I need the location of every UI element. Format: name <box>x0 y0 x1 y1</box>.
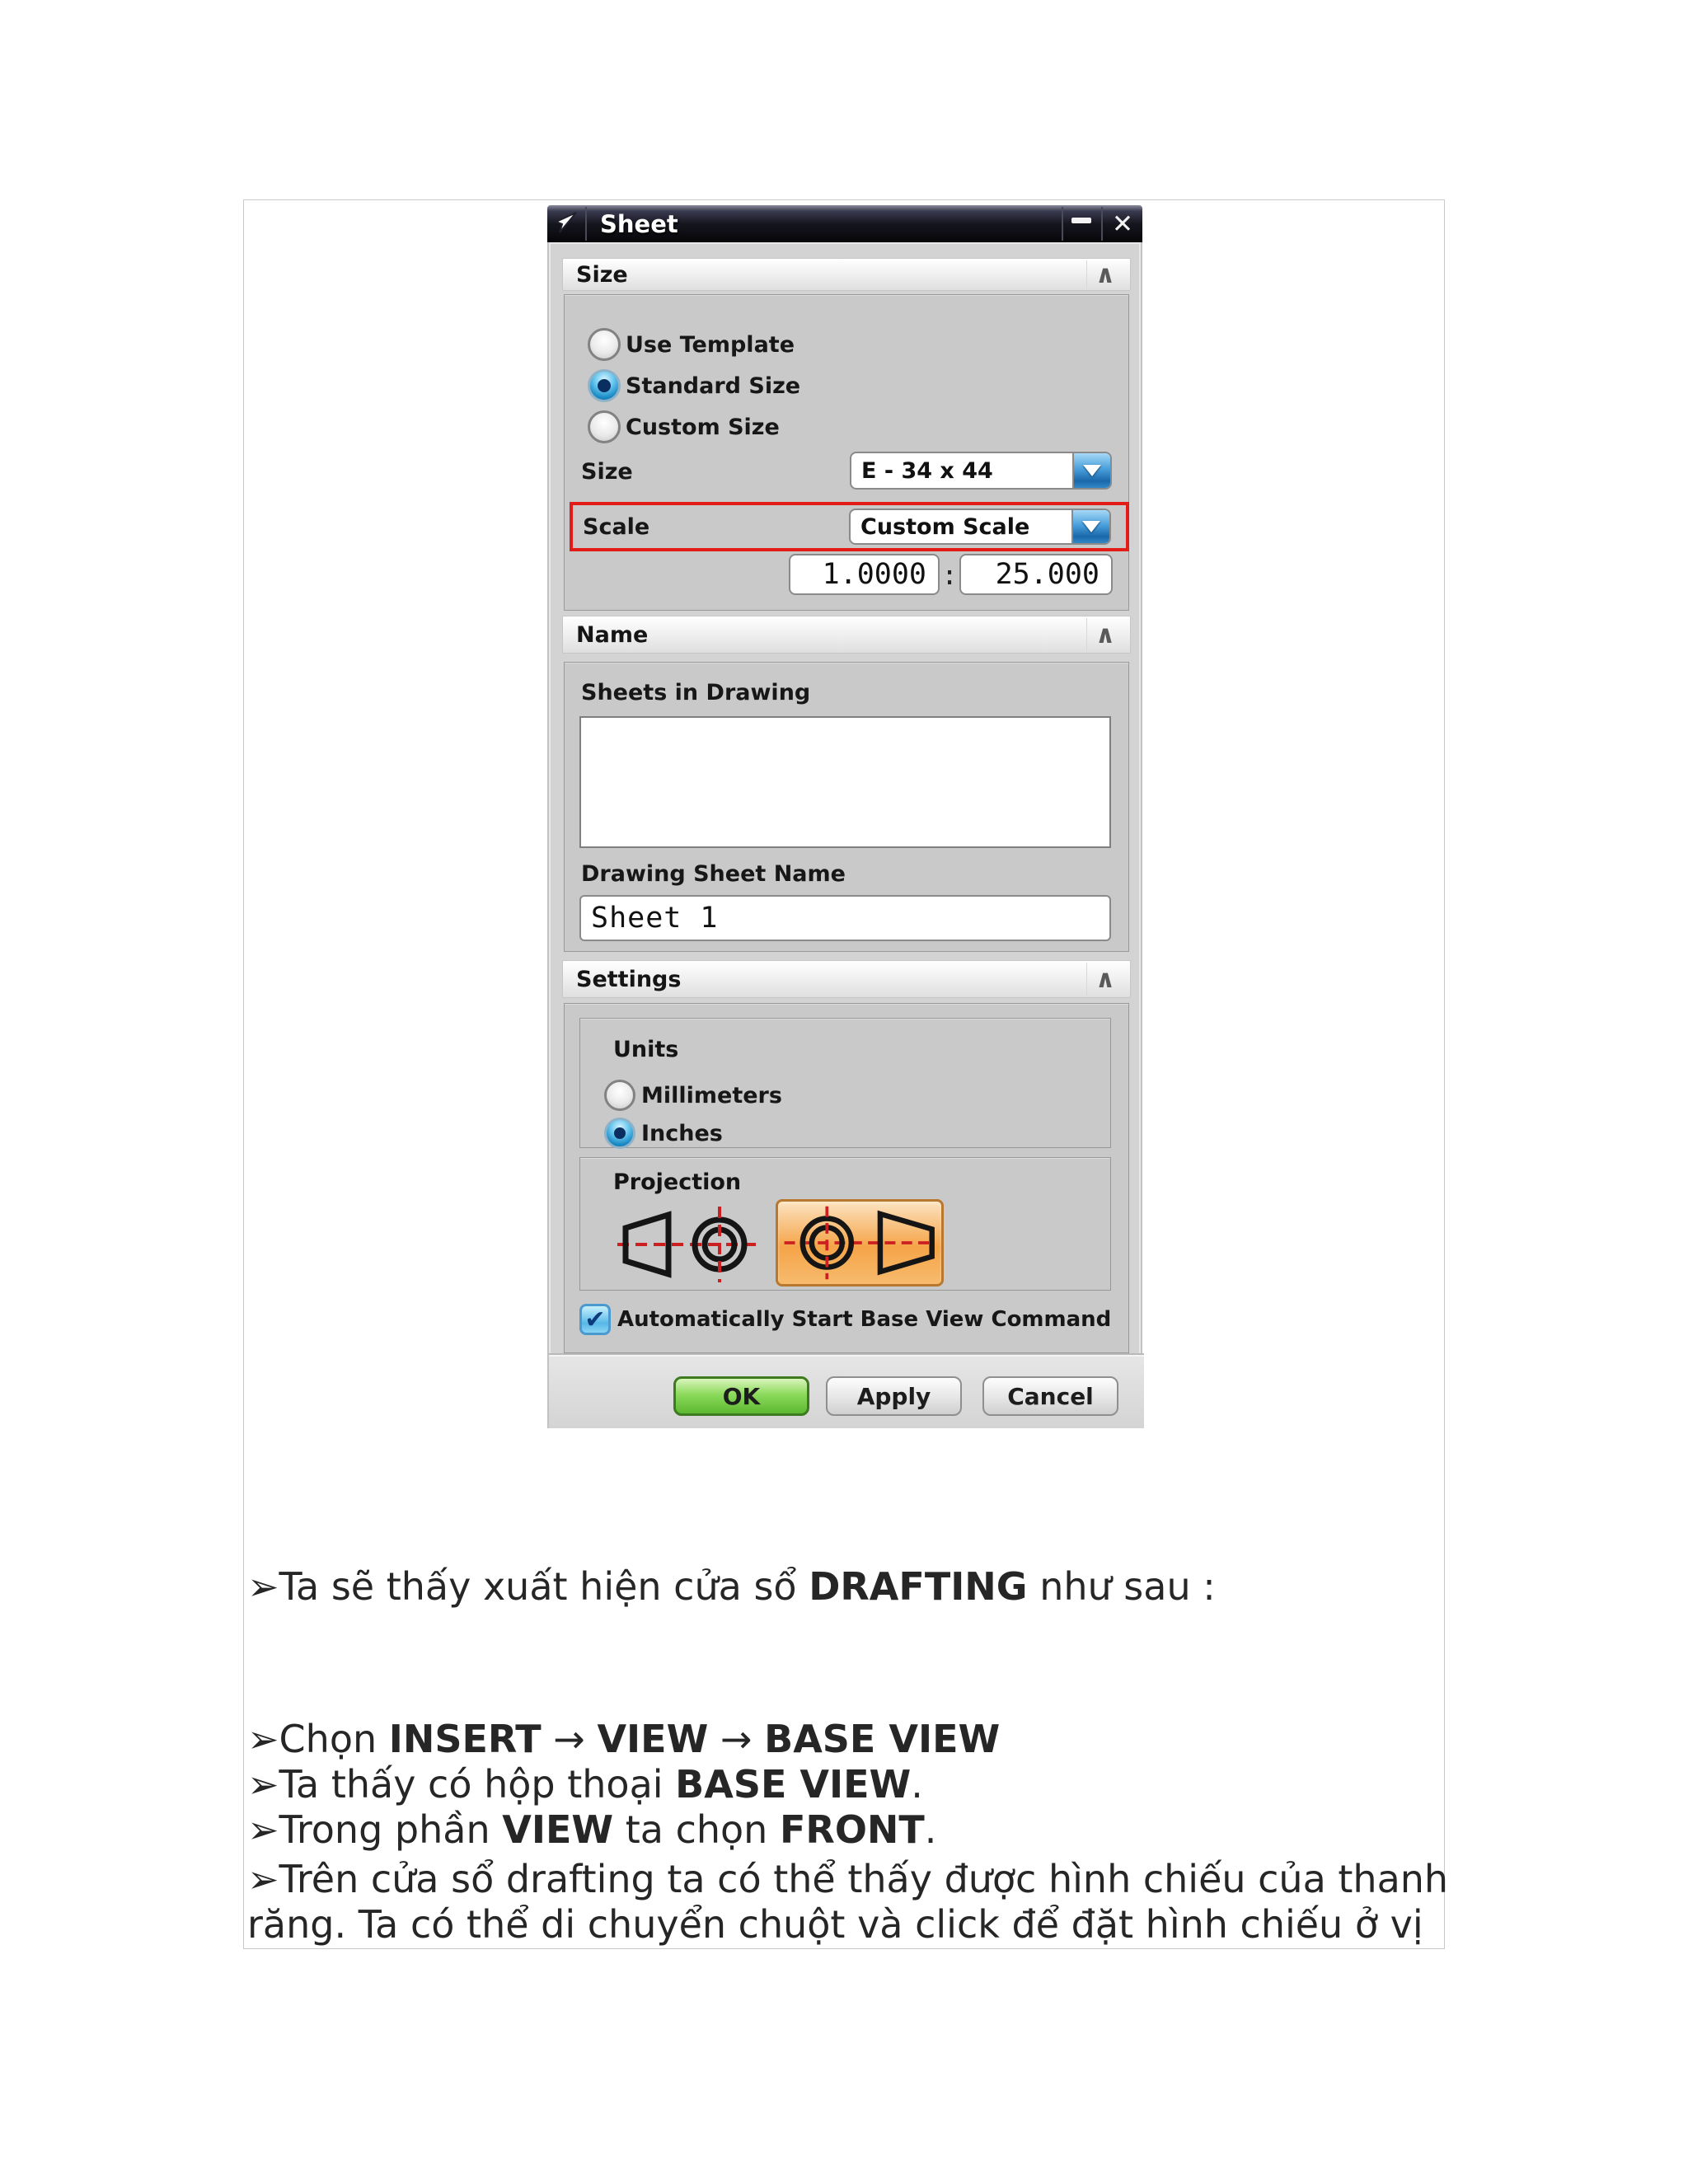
dropdown-arrow-icon[interactable] <box>1072 453 1110 488</box>
close-icon: ✕ <box>1112 209 1133 239</box>
collapse-icon[interactable]: ∧ <box>1086 618 1123 651</box>
doc-paragraph: ➢Ta thấy có hộp thoại BASE VIEW. <box>247 1762 923 1807</box>
projection-label: Projection <box>613 1169 742 1195</box>
size-section-header[interactable] <box>562 258 1131 291</box>
scale-field-label: Scale <box>583 513 650 540</box>
dialog-title: Sheet <box>600 209 678 238</box>
sheets-in-drawing-label: Sheets in Drawing <box>581 679 811 705</box>
custom-size-radio[interactable] <box>588 410 621 443</box>
close-button[interactable] <box>1101 207 1142 241</box>
settings-section-header[interactable] <box>562 960 1131 998</box>
scale-dropdown[interactable] <box>849 509 1111 545</box>
settings-section-panel <box>564 1003 1129 1353</box>
size-field-label: Size <box>581 458 633 485</box>
size-dropdown-value: E - 34 x 44 <box>861 457 993 484</box>
dropdown-arrow-icon[interactable] <box>1071 510 1109 543</box>
dialog-titlebar[interactable] <box>547 205 1142 242</box>
custom-size-label: Custom Size <box>626 414 780 440</box>
drawing-sheet-name-input[interactable]: Sheet 1 <box>579 895 1111 941</box>
inches-label: Inches <box>641 1120 723 1146</box>
doc-paragraph: răng. Ta có thể di chuyển chuột và click để đặt hình chiếu ở vị <box>247 1902 1423 1947</box>
scale-ratio-separator: : <box>941 558 958 591</box>
scale-denominator-field[interactable]: 25.000 <box>959 554 1113 595</box>
standard-size-radio[interactable] <box>588 369 621 402</box>
size-dropdown[interactable] <box>850 452 1112 490</box>
doc-paragraph: ➢Chọn INSERT → VIEW → BASE VIEW <box>247 1717 1001 1761</box>
collapse-icon[interactable]: ∧ <box>1086 963 1123 996</box>
check-icon: ✔ <box>584 1305 606 1334</box>
cancel-button[interactable]: Cancel <box>982 1376 1118 1416</box>
auto-start-checkbox[interactable] <box>579 1304 611 1335</box>
minimize-button[interactable] <box>1062 207 1100 241</box>
size-section-panel <box>564 294 1129 611</box>
apply-button[interactable]: Apply <box>826 1376 962 1416</box>
sheet-dialog <box>547 205 1142 1428</box>
minimize-icon <box>1071 218 1091 223</box>
doc-paragraph: ➢Trên cửa sổ drafting ta có thể thấy được hình chiếu của thanh <box>247 1857 1449 1901</box>
units-label: Units <box>613 1037 679 1062</box>
scale-dropdown-value: Custom Scale <box>860 513 1030 540</box>
collapse-icon[interactable]: ∧ <box>1086 260 1123 288</box>
standard-size-label: Standard Size <box>626 373 801 399</box>
third-angle-projection-icon <box>779 1203 940 1282</box>
name-section-panel <box>564 662 1129 952</box>
inches-radio[interactable] <box>604 1118 635 1149</box>
millimeters-radio[interactable] <box>604 1080 635 1111</box>
millimeters-label: Millimeters <box>641 1082 782 1108</box>
doc-paragraph: ➢Trong phần VIEW ta chọn FRONT. <box>247 1807 937 1852</box>
settings-section-title: Settings <box>576 966 682 992</box>
sheets-in-drawing-list[interactable] <box>579 716 1111 848</box>
doc-paragraph: ➢Ta sẽ thấy xuất hiện cửa sổ DRAFTING như sau : <box>247 1564 1216 1609</box>
scale-numerator-field[interactable]: 1.0000 <box>789 554 940 595</box>
projection-group <box>579 1157 1111 1291</box>
first-angle-projection-icon <box>617 1205 759 1284</box>
auto-start-label: Automatically Start Base View Command <box>617 1307 1112 1332</box>
first-angle-projection-button[interactable] <box>615 1204 762 1285</box>
third-angle-projection-button[interactable] <box>776 1199 944 1286</box>
drawing-sheet-name-label: Drawing Sheet Name <box>581 860 846 887</box>
use-template-radio[interactable] <box>588 328 621 361</box>
name-section-header[interactable] <box>562 616 1131 654</box>
units-group <box>579 1018 1111 1148</box>
size-section-title: Size <box>576 261 628 288</box>
select-cursor-icon <box>549 207 587 241</box>
dialog-body <box>547 242 1142 1428</box>
ok-button[interactable]: OK <box>673 1376 809 1416</box>
dialog-footer <box>549 1353 1144 1428</box>
use-template-label: Use Template <box>626 331 795 358</box>
name-section-title: Name <box>576 621 649 648</box>
